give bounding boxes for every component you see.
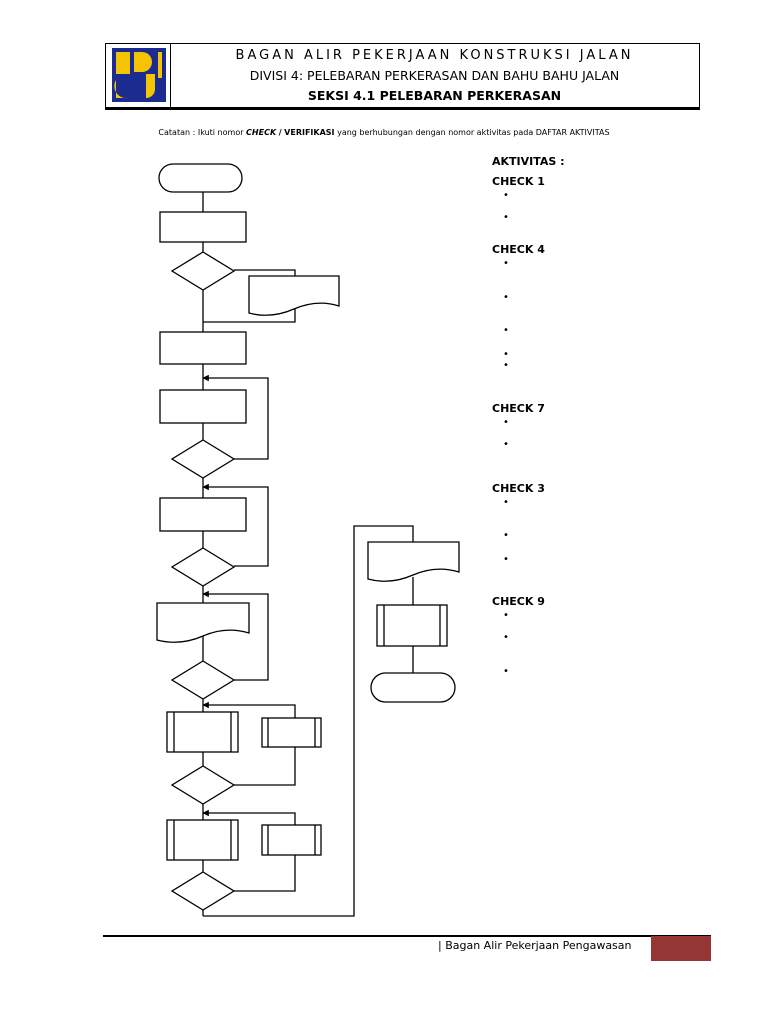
bullet-item: • <box>503 325 509 336</box>
note-suffix: yang berhubungan dengan nomor aktivitas pada DAFTAR AKTIVITAS <box>337 128 610 137</box>
decision-diamond <box>172 548 234 586</box>
decision-diamond <box>172 440 234 478</box>
check-label: CHECK 9 <box>492 595 545 608</box>
bullet-item: • <box>503 439 509 450</box>
bullet-item: • <box>503 666 509 677</box>
header-section: SEKSI 4.1 PELEBARAN PERKERASAN <box>307 88 562 103</box>
bullet-item: • <box>503 417 509 428</box>
check-label: CHECK 3 <box>492 482 545 495</box>
bullet-item: • <box>503 360 509 371</box>
bullet-item: • <box>503 190 509 201</box>
footer-rule <box>103 935 711 937</box>
predefined-process <box>262 825 321 855</box>
decision-diamond <box>172 252 234 290</box>
decision-diamond <box>172 661 234 699</box>
decision-diamond <box>172 872 234 910</box>
decision-diamond <box>172 766 234 804</box>
document-shape <box>368 542 459 581</box>
check-label: CHECK 7 <box>492 402 545 415</box>
process-box <box>160 390 246 423</box>
note-check: CHECK <box>246 128 277 137</box>
footer-text: | Bagan Alir Pekerjaan Pengawasan <box>438 939 632 952</box>
activities-title: AKTIVITAS : <box>492 155 565 168</box>
end-terminator <box>371 673 455 702</box>
header-title: BAGAN ALIR PEKERJAAN KONSTRUKSI JALAN <box>235 48 634 63</box>
bullet-item: • <box>503 212 509 223</box>
process-box <box>160 332 246 364</box>
document-shape <box>249 276 339 315</box>
note-prefix: Catatan : Ikuti nomor <box>158 128 244 137</box>
check-label: CHECK 1 <box>492 175 545 188</box>
bullet-item: • <box>503 258 509 269</box>
process-box <box>160 212 246 242</box>
bullet-item: • <box>503 530 509 541</box>
predefined-process <box>167 820 238 860</box>
footer-color-block <box>651 936 711 961</box>
note-verifikasi: VERIFIKASI <box>284 128 335 137</box>
check-label: CHECK 4 <box>492 243 545 256</box>
bullet-item: • <box>503 610 509 621</box>
header-division: DIVISI 4: PELEBARAN PERKERASAN DAN BAHU BAHU JALAN <box>249 68 620 83</box>
bullet-item: • <box>503 292 509 303</box>
bullet-item: • <box>503 349 509 360</box>
bullet-item: • <box>503 554 509 565</box>
note-slash: / <box>278 128 282 137</box>
predefined-process <box>167 712 238 752</box>
document-shape <box>157 603 249 642</box>
bullet-item: • <box>503 497 509 508</box>
predefined-process <box>262 718 321 747</box>
predefined-process <box>377 605 447 646</box>
process-box <box>160 498 246 531</box>
start-terminator <box>159 164 242 192</box>
bullet-item: • <box>503 632 509 643</box>
